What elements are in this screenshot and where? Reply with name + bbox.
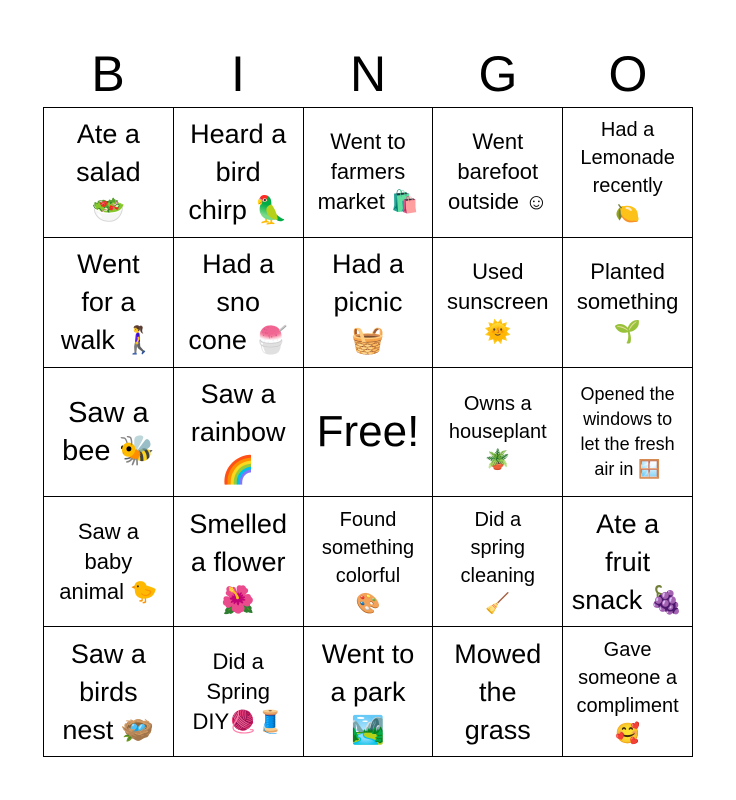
bingo-cell[interactable]: Did a Spring DIY🧶🧵 — [174, 627, 304, 757]
bingo-cell[interactable]: Found something colorful 🎨 — [304, 497, 434, 627]
bingo-cell[interactable]: Went to a park 🏞️ — [304, 627, 434, 757]
bingo-cell[interactable]: Smelled a flower 🌺 — [174, 497, 304, 627]
bingo-cell[interactable]: Saw a bee 🐝 — [44, 368, 174, 498]
bingo-cell[interactable]: Planted something 🌱 — [563, 238, 693, 368]
bingo-cell[interactable]: Went for a walk 🚶‍♀️ — [44, 238, 174, 368]
header-letter-g: G — [478, 46, 518, 102]
bingo-cell[interactable]: Saw a rainbow 🌈 — [174, 368, 304, 498]
header-letter-i: I — [231, 46, 245, 102]
bingo-cell[interactable]: Opened the windows to let the fresh air in 🪟 — [563, 368, 693, 498]
header-letter-b: B — [91, 46, 125, 102]
bingo-cell[interactable]: Mowed the grass — [433, 627, 563, 757]
bingo-header — [43, 40, 693, 108]
bingo-cell[interactable]: Saw a birds nest 🪺 — [44, 627, 174, 757]
bingo-cell[interactable]: Heard a bird chirp 🦜 — [174, 108, 304, 238]
bingo-cell[interactable]: Had a Lemonade recently 🍋 — [563, 108, 693, 238]
bingo-cell[interactable]: Went to farmers market 🛍️ — [304, 108, 434, 238]
bingo-cell[interactable]: Went barefoot outside ☺ — [433, 108, 563, 238]
bingo-cell[interactable]: Ate a fruit snack 🍇 — [563, 497, 693, 627]
bingo-cell[interactable]: Had a picnic 🧺 — [304, 238, 434, 368]
bingo-cell[interactable]: Owns a houseplant 🪴 — [433, 368, 563, 498]
bingo-cell[interactable]: Used sunscreen 🌞 — [433, 238, 563, 368]
bingo-cell[interactable]: Had a sno cone 🍧 — [174, 238, 304, 368]
header-letter-o: O — [608, 46, 648, 102]
bingo-cell[interactable]: Did a spring cleaning 🧹 — [433, 497, 563, 627]
bingo-grid — [43, 107, 693, 757]
bingo-cell[interactable]: Gave someone a compliment 🥰 — [563, 627, 693, 757]
bingo-cell[interactable]: Saw a baby animal 🐤 — [44, 497, 174, 627]
free-space-cell[interactable]: Free! — [304, 368, 434, 498]
header-letter-n: N — [349, 46, 387, 102]
bingo-cell[interactable]: Ate a salad 🥗 — [44, 108, 174, 238]
